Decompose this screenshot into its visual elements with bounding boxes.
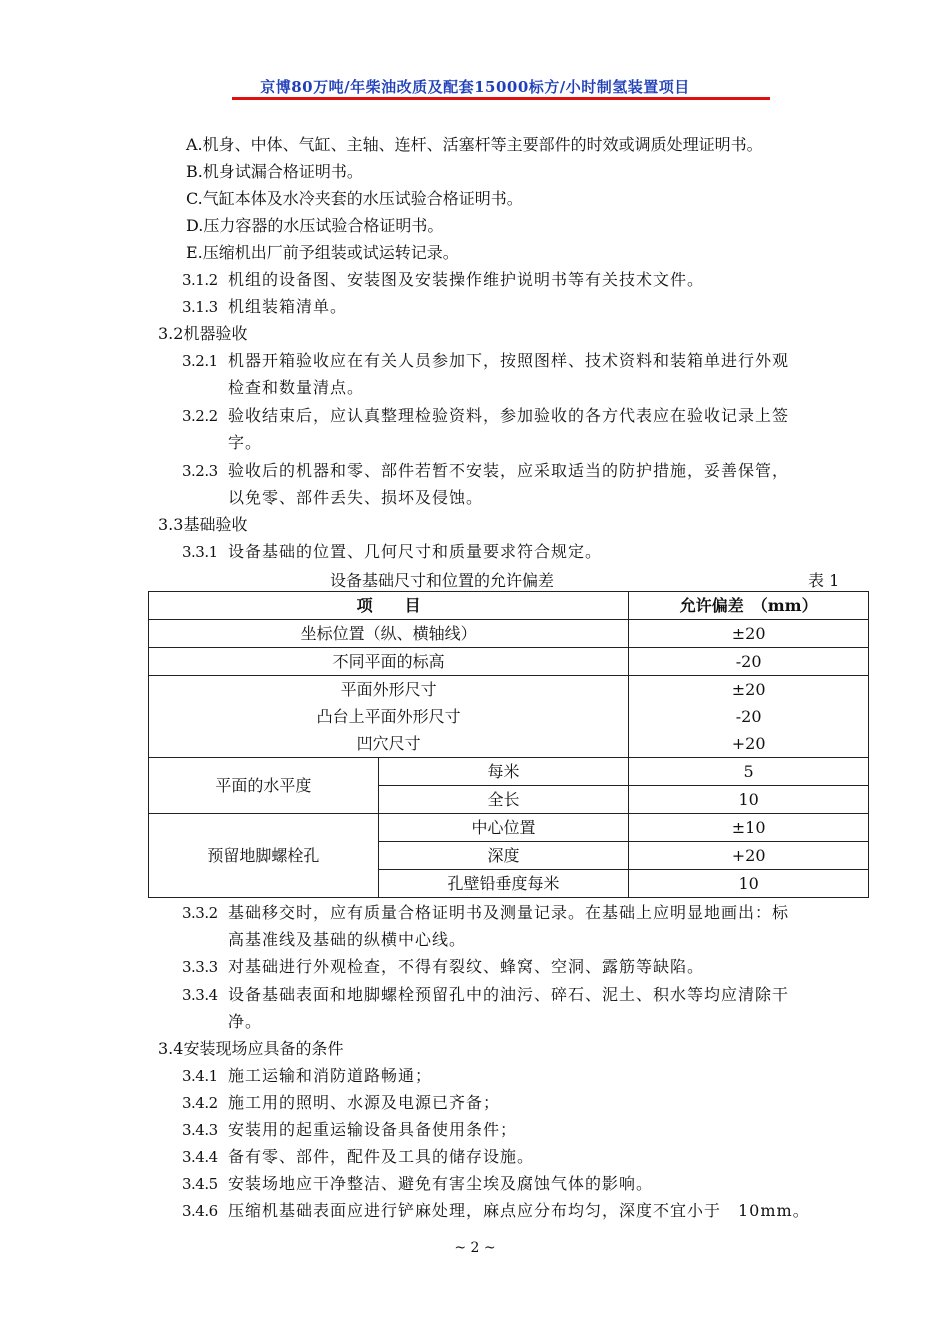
table-cell: 10 (629, 786, 869, 814)
clause-number: 3.4.6 (182, 1202, 218, 1220)
clause-text: 设备基础表面和地脚螺栓预留孔中的油污、碎石、泥土、积水等均应清除干 (228, 985, 790, 1004)
clause-number: 3.1.3 (182, 298, 218, 316)
clause-number: 3.4.5 (182, 1175, 218, 1193)
table-cell: 10 (629, 870, 869, 898)
table-cell: 全长 (378, 786, 629, 814)
section-heading: 3.3基础验收 (158, 515, 248, 534)
header-rule (232, 97, 770, 100)
table-cell: ±20 (629, 620, 869, 648)
clause-text: 字。 (228, 433, 263, 452)
clause-text: 安装用的起重运输设备具备使用条件； (228, 1120, 518, 1139)
clause-text: 基础移交时，应有质量合格证明书及测量记录。在基础上应明显地画出：标 (228, 903, 790, 922)
table-header-item: 项 目 (149, 592, 629, 620)
header-title: 京博80万吨/年柴油改质及配套15000标方/小时制氢装置项目 (260, 78, 690, 96)
section-heading: 3.4安装现场应具备的条件 (158, 1039, 344, 1058)
table-cell (629, 676, 869, 758)
clause-text: 以免零、部件丢失、损坏及侵蚀。 (228, 488, 484, 507)
table-cell-line: 凸台上平面外形尺寸 (316, 707, 461, 726)
clause-text: 设备基础的位置、几何尺寸和质量要求符合规定。 (228, 542, 603, 561)
table-cell-line: 凹穴尺寸 (356, 734, 421, 753)
item-a: A.机身、中体、气缸、主轴、连杆、活塞杆等主要部件的时效或调质处理证明书。 (186, 135, 763, 154)
table-cell: 平面的水平度 (149, 758, 379, 814)
clause-text: 机组的设备图、安装图及安装操作维护说明书等有关技术文件。 (228, 270, 705, 289)
clause-number: 3.3.1 (182, 543, 218, 561)
table-caption: 设备基础尺寸和位置的允许偏差 (330, 571, 555, 590)
table-header-deviation: 允许偏差 （mm） (629, 592, 869, 620)
item-d: D.压力容器的水压试验合格证明书。 (186, 216, 444, 235)
table-cell-line: ±20 (731, 680, 766, 699)
table-cell: 每米 (378, 758, 629, 786)
clause-text: 施工运输和消防道路畅通； (228, 1066, 433, 1085)
clause-number: 3.4.2 (182, 1094, 218, 1112)
clause-number: 3.3.3 (182, 958, 218, 976)
table-row (149, 648, 869, 676)
table-cell: 中心位置 (378, 814, 629, 842)
clause-text: 高基准线及基础的纵横中心线。 (228, 930, 467, 949)
clause-text: 安装场地应干净整洁、避免有害尘埃及腐蚀气体的影响。 (228, 1174, 654, 1193)
table-row (149, 758, 869, 786)
clause-number: 3.1.2 (182, 271, 218, 289)
clause-number: 3.2.2 (182, 407, 218, 425)
clause-text: 备有零、部件，配件及工具的储存设施。 (228, 1147, 535, 1166)
deviation-table (148, 591, 869, 898)
table-cell: 坐标位置（纵、横轴线） (149, 620, 629, 648)
table-cell-line: 平面外形尺寸 (340, 680, 437, 699)
clause-text: 净。 (228, 1012, 263, 1031)
clause-text: 验收后的机器和零、部件若暂不安装，应采取适当的防护措施，妥善保管， (228, 461, 790, 480)
table-label: 表 1 (808, 571, 840, 590)
page-number: ~ 2 ~ (454, 1240, 496, 1256)
table-cell-line: +20 (731, 734, 766, 753)
table-row (149, 676, 869, 758)
clause-text: 施工用的照明、水源及电源已齐备； (228, 1093, 501, 1112)
table-cell: 深度 (378, 842, 629, 870)
table-cell: 不同平面的标高 (149, 648, 629, 676)
table-cell: +20 (629, 842, 869, 870)
clause-number: 3.4.4 (182, 1148, 218, 1166)
item-e: E.压缩机出厂前予组装或试运转记录。 (186, 243, 459, 262)
clause-text: 压缩机基础表面应进行铲麻处理，麻点应分布均匀，深度不宜小于 10mm。 (228, 1201, 810, 1220)
clause-number: 3.2.1 (182, 352, 218, 370)
table-cell: -20 (629, 648, 869, 676)
item-c: C.气缸本体及水冷夹套的水压试验合格证明书。 (186, 189, 523, 208)
clause-number: 3.4.1 (182, 1067, 218, 1085)
table-row (149, 814, 869, 842)
table-cell: 预留地脚螺栓孔 (149, 814, 379, 898)
table-cell: 5 (629, 758, 869, 786)
table-cell (149, 676, 629, 758)
table-row (149, 620, 869, 648)
clause-number: 3.4.3 (182, 1121, 218, 1139)
table-cell-line: -20 (735, 707, 762, 726)
clause-text: 机器开箱验收应在有关人员参加下，按照图样、技术资料和装箱单进行外观 (228, 351, 790, 370)
section-heading: 3.2机器验收 (158, 324, 248, 343)
table-cell: ±10 (629, 814, 869, 842)
clause-number: 3.2.3 (182, 462, 218, 480)
item-b: B.机身试漏合格证明书。 (186, 162, 363, 181)
table-cell: 孔壁铅垂度每米 (378, 870, 629, 898)
clause-text: 检查和数量清点。 (228, 378, 365, 397)
clause-text: 对基础进行外观检查，不得有裂纹、蜂窝、空洞、露筋等缺陷。 (228, 957, 705, 976)
clause-number: 3.3.4 (182, 986, 218, 1004)
clause-text: 验收结束后，应认真整理检验资料，参加验收的各方代表应在验收记录上签 (228, 406, 790, 425)
clause-text: 机组装箱清单。 (228, 297, 348, 316)
clause-number: 3.3.2 (182, 904, 218, 922)
